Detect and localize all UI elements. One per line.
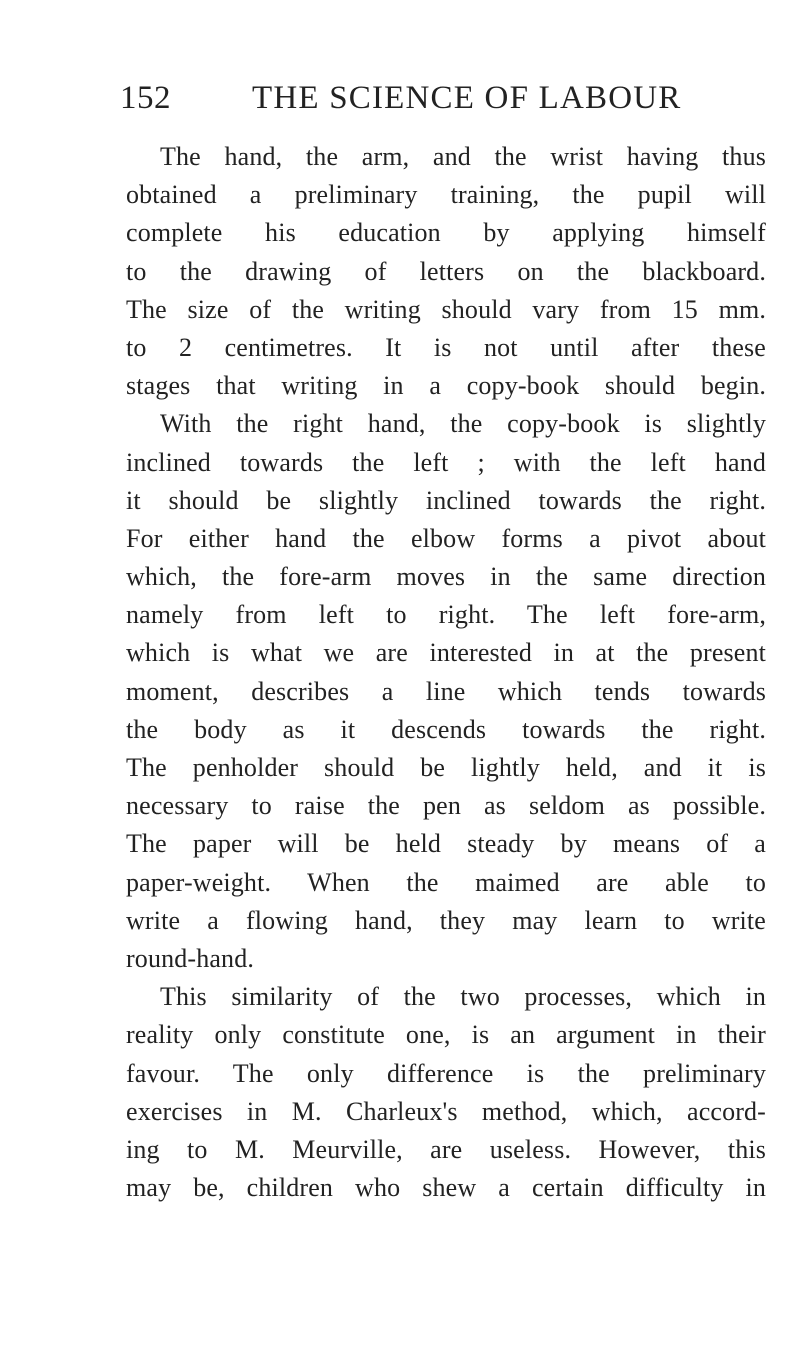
text-line: ing to M. Meurville, are useless. However, this	[126, 1134, 766, 1164]
text-line: paper-weight. When the maimed are able to	[126, 867, 766, 897]
text-line: obtained a preliminary training, the pupil will	[126, 180, 766, 210]
text-line: namely from left to right. The left fore-arm,	[126, 600, 766, 630]
text-line: complete his education by applying himself	[126, 218, 766, 248]
text-line: favour. The only difference is the preliminary	[126, 1058, 766, 1088]
text-line: which, the fore-arm moves in the same direction	[126, 562, 766, 592]
running-title: THE SCIENCE OF LABOUR	[252, 80, 682, 116]
page-header	[0, 80, 800, 128]
text-line: This similarity of the two processes, which in	[160, 982, 766, 1012]
text-line: necessary to raise the pen as seldom as possible.	[126, 791, 766, 821]
text-line: it should be slightly inclined towards the right.	[126, 485, 766, 515]
text-line: write a flowing hand, they may learn to write	[126, 905, 766, 935]
text-line: which is what we are interested in at the present	[126, 638, 766, 668]
text-line: The paper will be held steady by means of a	[126, 829, 766, 859]
text-line: exercises in M. Charleux's method, which, accord-	[126, 1096, 766, 1126]
text-line: the body as it descends towards the right.	[126, 714, 766, 744]
text-line: With the right hand, the copy-book is slightly	[160, 409, 766, 439]
text-line: to 2 centimetres. It is not until after these	[126, 332, 766, 362]
text-line: The penholder should be lightly held, and it is	[126, 753, 766, 782]
text-line: The hand, the arm, and the wrist having thus	[160, 142, 766, 171]
page-number: 152	[120, 80, 171, 116]
body-text	[126, 138, 766, 1207]
text-line: The size of the writing should vary from 15 mm.	[126, 294, 766, 324]
text-line: round-hand.	[126, 943, 255, 973]
text-line: moment, describes a line which tends towards	[126, 676, 766, 706]
text-line: stages that writing in a copy-book should begin.	[126, 371, 766, 401]
text-line: For either hand the elbow forms a pivot about	[126, 523, 766, 553]
text-line: to the drawing of letters on the blackboard.	[126, 256, 766, 286]
text-line: reality only constitute one, is an argument in their	[126, 1020, 766, 1050]
text-line: inclined towards the left ; with the left hand	[126, 447, 766, 477]
text-line: may be, children who shew a certain difficulty in	[126, 1173, 766, 1203]
